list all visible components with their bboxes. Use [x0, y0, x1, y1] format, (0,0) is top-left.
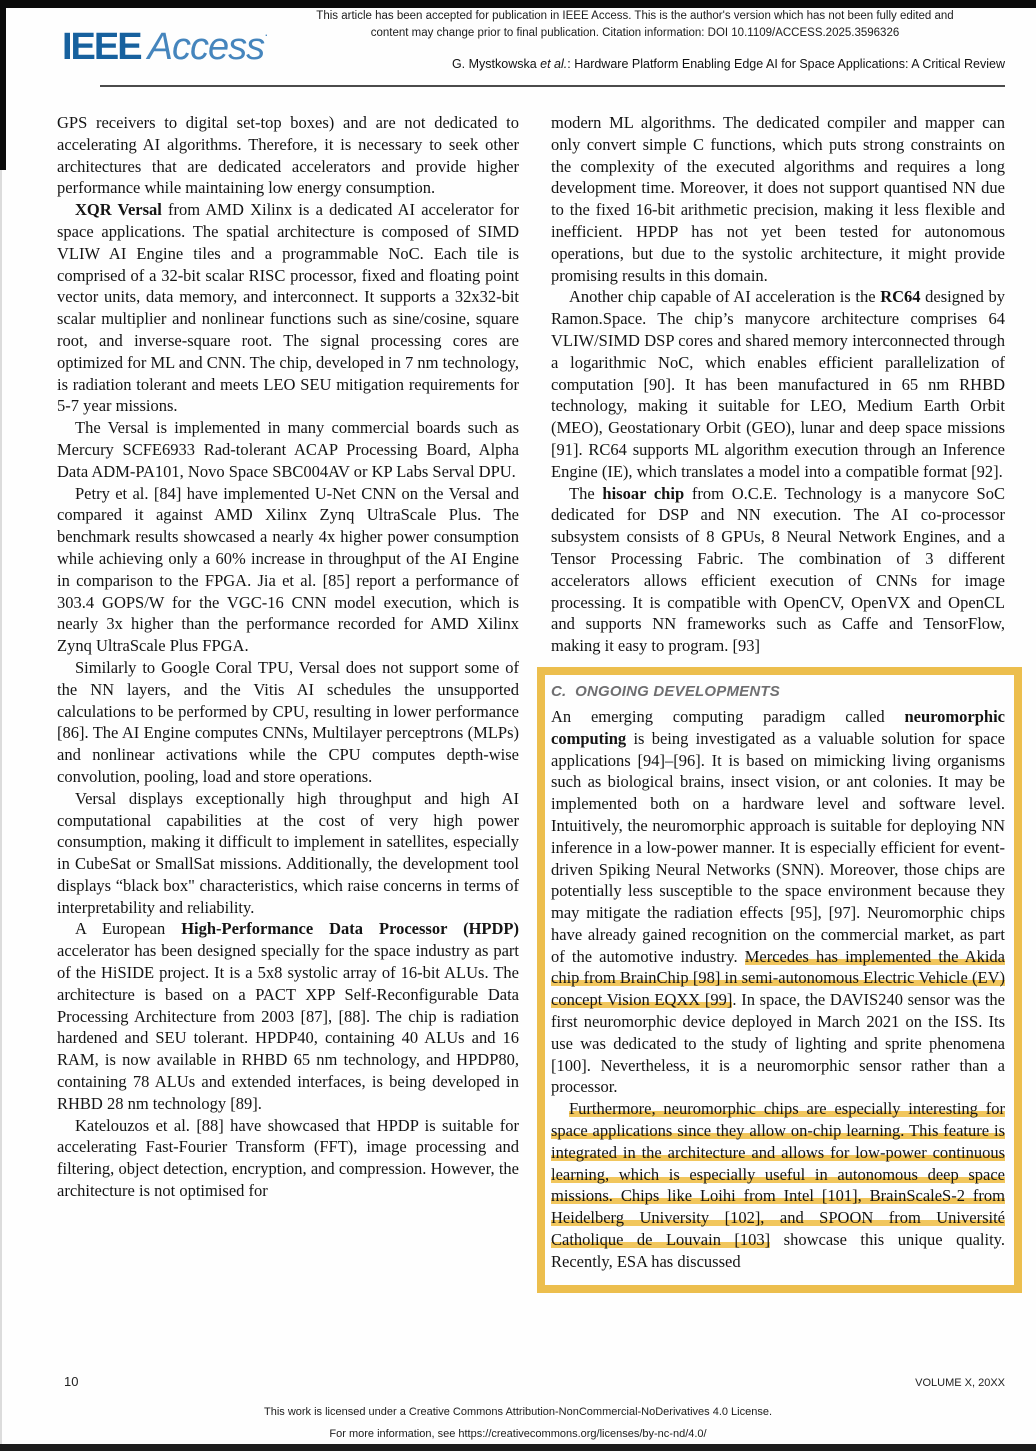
- page-number: 10: [64, 1374, 79, 1389]
- acceptance-notice-line1: This article has been accepted for publication in IEEE Access. This is the author's version which has not been fully edited and: [316, 10, 954, 22]
- license-line2: For more information, see https://creativecommons.org/licenses/by-nc-nd/4.0/: [329, 1428, 707, 1440]
- paragraph: Furthermore, neuromorphic chips are especially interesting for space applications since they allow on-chip learning. This feature is integrated in the architecture and allows for low-power continuous learning, which is especially useful in autonomous deep space missions. Chips like Loihi from Intel [101], BrainScaleS-2 from Heidelberg University [102], and SPOON from Université Catholique de Louvain [103] showcase this unique quality. Recently, ESA has discussed: [551, 1099, 1005, 1271]
- license-notice: [0, 1406, 1036, 1440]
- paragraph: modern ML algorithms. The dedicated compiler and mapper can only convert simple C functions, which puts strong constraints on the complexity of the executed algorithms and requires a long development time. Moreover, it does not support quantised NN due to the fixed 16-bit arithmetic precision, making it less flexible and inefficient. HPDP has not yet been tested for autonomous operations, but due to the systolic architecture, it might provide promising results in this domain.: [551, 113, 1005, 285]
- paragraph: Another chip capable of AI acceleration is the RC64 designed by Ramon.Space. The chip’s manycore architecture comprises 64 VLIW/SIMD DSP cores and shared memory interconnected through a logarithmic NoC, which enables efficient parallelization of computation [90]. It has been manufactured in 65 nm RHBD technology, making it suitable for LEO, Medium Earth Orbit (MEO), Geostationary Orbit (GEO), lunar and deep space missions [91]. RC64 supports ML algorithm execution through an Inference Engine (IE), which translates a model into a compatible format [92].: [551, 287, 1005, 481]
- logo-trademark-mark: ·: [264, 27, 269, 42]
- marker-highlighted-text: Furthermore, neuromorphic chips are especially interesting for space applications since they allow on-chip learning. This feature is integrated in the architecture and allows for low-power continuous learning, which is especially useful in autonomous deep space missions. Chips like Loihi from Intel [101], BrainScaleS-2 from Heidelberg University [102], and SPOON from Université Catholique de Louvain [103]: [551, 1099, 1005, 1250]
- right-column: [551, 112, 1005, 1293]
- paragraph: GPS receivers to digital set-top boxes) and are not dedicated to accelerating AI algorithms. Therefore, it is necessary to seek other architectures that are dedicated accelerators and provide higher performance while maintaining low energy consumption.: [57, 113, 519, 198]
- header-divider: [100, 85, 1005, 87]
- paragraph: The Versal is implemented in many commercial boards such as Mercury SCFE6933 Rad-tolerant ACAP Processing Board, Alpha Data ADM-PA101, Novo Space SBC004AV or KP Labs Serval DPU.: [57, 418, 519, 481]
- volume-label: VOLUME X, 20XX: [915, 1377, 1005, 1389]
- paragraph: A European High-Performance Data Processor (HPDP) accelerator has been designed specially for the space industry as part of the HiSIDE project. It is a 5x8 systolic array of 16-bit ALUs. The architecture is based on a PACT XPP Self-Reconfigurable Data Processing Architecture from 2003 [87], [88]. The chip is radiation hardened and SEU tolerant. HPDP40, containing 40 ALUs and 16 RAM, is now available in RHBD 65 nm technology, and HPDP80, containing 78 ALUs and extended interfaces, is being developed in RHBD 28 nm technology [89].: [57, 919, 519, 1113]
- paragraph: Similarly to Google Coral TPU, Versal does not support some of the NN layers, and the Vitis AI schedules the unsupported calculations to be performed by CPU, resulting in lower performance [86]. The AI Engine computes CNNs, Multilayer perceptrons (MLPs) and nonlinear activations while the CPU computes depth-wise convolution, pooling, load and store operations.: [57, 657, 519, 786]
- running-head-etal: et al.: [540, 57, 568, 71]
- paragraph: An emerging computing paradigm called neuromorphic computing is being investigated as a valuable solution for space applications [94]–[96]. It is based on mimicking living organisms such as biological brains, insect vision, or ant colonies. It may be implemented both on a hardware level and software level. Intuitively, the neuromorphic approach is suitable for deploying NN inference in a low-power manner. It is especially efficient for event-driven Spiking Neural Networks (SNN). Moreover, those chips are potentially less susceptible to the space environment because they may mitigate the radiation effects [95], [97]. Neuromorphic chips have already gained recognition on the commercial market, as part of the automotive industry. Mercedes has implemented the Akida chip from BrainChip [98] in semi-autonomous Electric Vehicle (EV) concept Vision EQXX [99]. In space, the DAVIS240 sensor was the first neuromorphic device deployed in March 2021 on the ISS. Its use was dedicated to the study of lighting and sprite phenomena [100]. Nevertheless, it is a neuromorphic sensor rather than a processor.: [551, 706, 1005, 1097]
- article-body: [57, 112, 1007, 1293]
- acceptance-notice-line2: content may change prior to final publication. Citation information: DOI 10.1109/ACCESS.2025.3596326: [370, 27, 900, 39]
- section-heading-ongoing-developments: C. ONGOING DEVELOPMENTS: [551, 682, 780, 700]
- acceptance-notice: [240, 10, 1030, 40]
- license-line1: This work is licensed under a Creative Commons Attribution-NonCommercial-NoDerivatives 4.0 License.: [263, 1406, 773, 1418]
- right-column-paragraphs: [551, 112, 1005, 657]
- running-head: [452, 57, 1005, 71]
- scan-edge-bottom: [0, 1444, 1036, 1451]
- running-head-title: : Hardware Platform Enabling Edge AI for Space Applications: A Critical Review: [567, 57, 1005, 71]
- paragraph: Katelouzos et al. [88] have showcased that HPDP is suitable for accelerating Fast-Fourier Transform (FFT), image processing and filtering, object detection, encryption, and compression. However, the architecture is not optimised for: [57, 1115, 519, 1201]
- scan-edge-left-faint: [0, 170, 2, 1451]
- ongoing-developments-box: [537, 667, 1022, 1293]
- scan-edge-top: [0, 0, 1036, 8]
- left-column: [57, 112, 519, 1293]
- marker-highlighted-text: Mercedes has implemented the Akida chip from BrainChip [98] in semi-autonomous Electric Vehicle (EV) concept Vision EQXX [99]: [551, 946, 1005, 1010]
- paragraph: XQR Versal from AMD Xilinx is a dedicated AI accelerator for space applications. The spatial architecture is composed of SIMD VLIW AI Engine tiles and a programmable NoC. Each tile is comprised of a 32-bit scalar RISC processor, fixed and floating point vector units, data memory, and interconnect. It supports a 32x32-bit scalar multiplier and nonlinear functions such as sine/cosine, square root, and inverse-square root. The signal processing cores are optimized for ML and CNN. The chip, developed in 7 nm technology, is radiation tolerant and meets LEO SEU mitigation requirements for 5-7 year missions.: [57, 200, 519, 416]
- paragraph: The hisoar chip from O.C.E. Technology is a manycore SoC dedicated for DSP and NN execution. The AI co-processor subsystem consists of 8 GPUs, 8 Neural Network Engines, and a Tensor Processing Fabric. The combination of 3 different accelerators allows efficient execution of CNNs for image processing. It is compatible with OpenCV, OpenVX and OpenCL and supports NN frameworks such as Caffe and TensorFlow, making it easy to program. [93]: [551, 483, 1005, 656]
- running-head-author: G. Mystkowska: [451, 57, 541, 71]
- paragraph: Petry et al. [84] have implemented U-Net CNN on the Versal and compared it against AMD Xilinx Zynq UltraScale Plus. The benchmark results showcased a nearly 4x higher power consumption while achieving only a 60% increase in throughput of the AI Engine in comparison to the FPGA. Jia et al. [85] report a performance of 303.4 GOPS/W for the VGC-16 CNN model execution, which is nearly 3x higher than the performance recorded for AMD Xilinx Zynq UltraScale Plus FPGA.: [57, 483, 519, 656]
- box-paragraphs: [551, 706, 1005, 1273]
- ieee-logo-text: IEEE: [62, 26, 141, 68]
- paragraph: Versal displays exceptionally high throughput and high AI computational capabilities at the cost of very high power consumption, making it difficult to implement in satellites, especially in CubeSat or SmallSat missions. Additionally, the development tool displays “black box" characteristics, which raise concerns in terms of interpretability and reliability.: [57, 788, 519, 917]
- scan-edge-left: [0, 0, 6, 170]
- ieee-access-logo: [62, 26, 268, 69]
- access-logo-text: Access: [147, 26, 265, 68]
